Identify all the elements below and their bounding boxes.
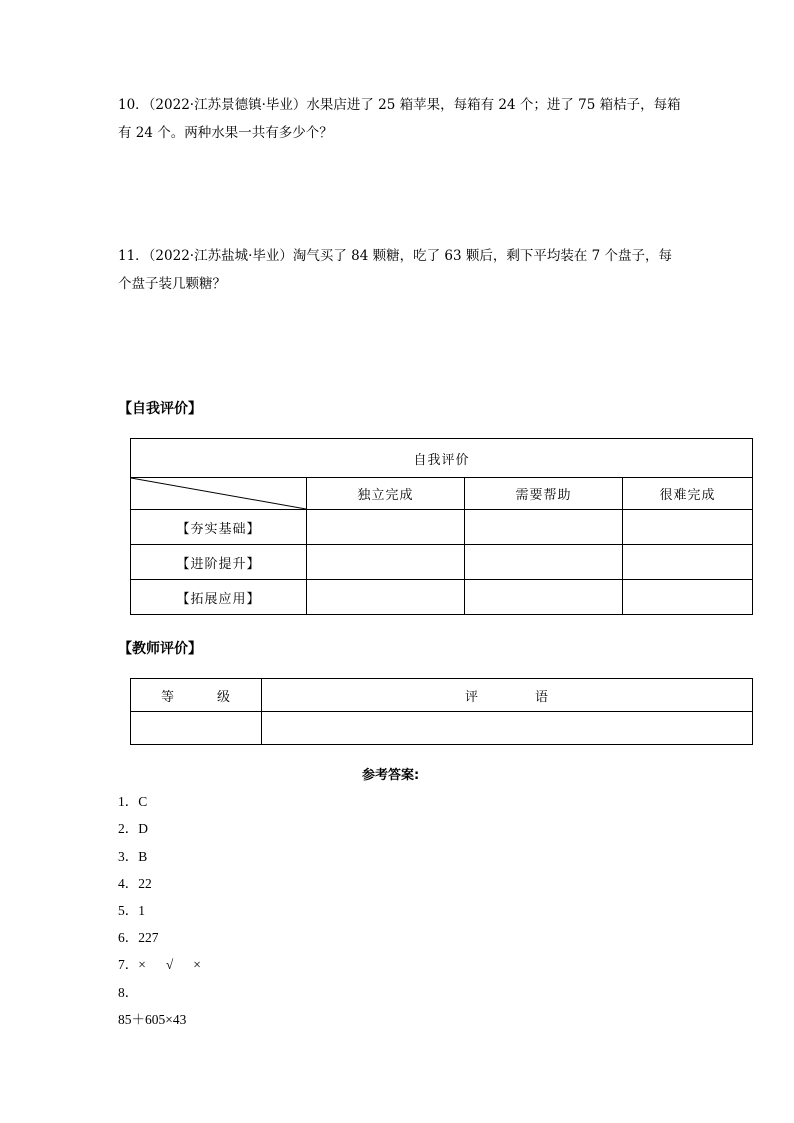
- answer-8: 8．: [118, 985, 139, 1000]
- answers-title: 参考答案:: [362, 768, 420, 783]
- eval-cell[interactable]: [307, 545, 465, 580]
- answer-5: 5．1: [118, 903, 145, 918]
- eval-cell[interactable]: [465, 580, 623, 615]
- teacher-eval-table: [130, 678, 753, 745]
- eval-cell[interactable]: [465, 545, 623, 580]
- row-label: 【进阶提升】: [131, 545, 307, 580]
- eval-cell[interactable]: [307, 580, 465, 615]
- comment-header: 评 语: [262, 679, 753, 712]
- question-11-line1: 11．（2022·江苏盐城·毕业）淘气买了 84 颗糖，吃了 63 颗后，剩下平均装在 7 个盘子，每: [118, 248, 673, 264]
- eval-cell[interactable]: [465, 510, 623, 545]
- diagonal-line: [131, 478, 306, 509]
- column-header: 需要帮助: [465, 478, 623, 510]
- answer-7-c: ×: [193, 957, 201, 972]
- answer-3: 3．B: [118, 849, 148, 864]
- question-10-line2: 有 24 个。两种水果一共有多少个？: [118, 125, 333, 141]
- row-label: 【夯实基础】: [131, 510, 307, 545]
- diagonal-header-cell: [131, 478, 307, 510]
- question-10: [118, 91, 688, 147]
- question-10-line1: 10．（2022·江苏景德镇·毕业）水果店进了 25 箱苹果，每箱有 24 个；进了 75 箱桔子，每箱: [118, 97, 681, 113]
- answer-4: 4．22: [118, 876, 152, 891]
- answer-2: 2．D: [118, 821, 148, 836]
- question-11-line2: 个盘子装几颗糖？: [118, 276, 226, 292]
- column-header: 很难完成: [623, 478, 753, 510]
- eval-cell[interactable]: [623, 580, 753, 615]
- self-eval-table-title: 自我评价: [131, 439, 753, 478]
- self-eval-table: [130, 438, 753, 615]
- answer-7: [118, 953, 201, 973]
- grade-header: 等 级: [131, 679, 262, 712]
- self-eval-heading: 【自我评价】: [118, 401, 202, 417]
- answer-8-expression: 85＋605×43: [118, 1012, 187, 1027]
- question-11: [118, 242, 688, 298]
- grade-cell[interactable]: [131, 712, 262, 745]
- eval-cell[interactable]: [623, 510, 753, 545]
- comment-cell[interactable]: [262, 712, 753, 745]
- eval-cell[interactable]: [307, 510, 465, 545]
- answer-7-a: 7．×: [118, 957, 146, 972]
- eval-cell[interactable]: [623, 545, 753, 580]
- answer-1: 1．C: [118, 794, 148, 809]
- column-header: 独立完成: [307, 478, 465, 510]
- answer-7-b: √: [165, 957, 174, 972]
- answer-6: 6．227: [118, 930, 159, 945]
- teacher-eval-heading: 【教师评价】: [118, 641, 202, 657]
- row-label: 【拓展应用】: [131, 580, 307, 615]
